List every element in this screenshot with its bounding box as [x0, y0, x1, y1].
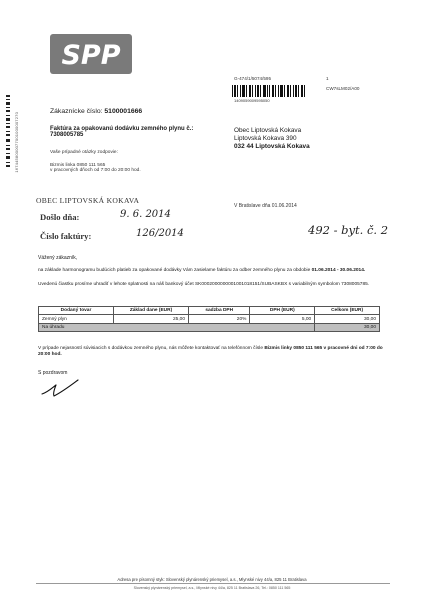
recipient-name: Obec Liptovská Kokava — [234, 127, 302, 134]
customer-number-label: Zákaznícke číslo: — [50, 108, 103, 115]
body-paragraph-2: Uvedenú čiastku prosíme uhradiť v lehote splatnosti na náš bankový účet SK0002000000001001018151/SUBASKBX s variabilným symbolom 7308005785. — [38, 282, 370, 287]
place-date: V Bratislave dňa 01.06.2014 — [234, 203, 297, 209]
barcode — [232, 84, 306, 96]
salutation: Vážený zákazník, — [38, 255, 78, 261]
column-header: DPH (EUR) — [250, 307, 315, 315]
invoice-title — [50, 126, 230, 138]
column-header: Základ dane (EUR) — [114, 307, 189, 315]
contact-block — [50, 163, 141, 173]
footer-divider — [36, 583, 390, 584]
body-paragraph-1 — [38, 268, 388, 274]
footer-address: Adresa pre písomný styk: Slovenský plynárenský priemysel, a.s., Mlynské nivy 44/a, 825 11 Bratislava — [117, 577, 307, 582]
stamp-invoice-number: 126/2014 — [136, 228, 184, 239]
invoice-table — [38, 306, 380, 332]
table-cell: 25,00 — [114, 315, 189, 323]
recipient-address — [234, 127, 310, 152]
stamp-invoice-label: Číslo faktúry: — [40, 231, 92, 241]
reference-line: G-474/1/5074/595 — [234, 76, 272, 81]
footer-company: Slovenský plynárenský priemysel, a.s., Mlynské nivy 44/a, 825 11 Bratislava 26, Tel.: 0850 111 565 — [133, 586, 291, 590]
barcode-number: 1409059009595050 — [234, 98, 270, 103]
billing-period: 01.06.2014 - 30.06.2014. — [311, 268, 366, 273]
table-header-row — [39, 307, 380, 315]
stamp-organization: OBEC LIPTOVSKÁ KOKAVA — [36, 196, 140, 205]
column-header: Dodaný tovar — [39, 307, 114, 315]
contact-hours: v pracovných dňoch od 7:00 do 20:00 hod. — [50, 168, 141, 173]
customer-number — [50, 108, 142, 115]
table-total-row — [39, 323, 380, 331]
table-cell: 20% — [189, 315, 250, 323]
body-text: na základe harmonogramu budúcich platieb za opakované dodávky Vám zasielame faktúru za odber zemného plynu za obdobie — [38, 268, 311, 273]
closing-contact: Bizmis linky 0850 111 565 v pracovné dni od 7:00 do 20:00 hod. — [38, 346, 383, 358]
table-cell: 30,00 — [315, 315, 380, 323]
stamp-received-label: Došlo dňa: — [40, 212, 80, 222]
table-row — [39, 315, 380, 323]
customer-number-value: 5100001666 — [104, 108, 143, 115]
contact-intro: Vaše prípadné otázky zodpovie: — [50, 150, 118, 155]
recipient-street: Liptovská Kokava 390 — [234, 135, 297, 143]
signature — [40, 376, 82, 402]
closing-text: V prípade nejasností súvisiacich s dodávkou zemného plynu, nás môžete kontaktovať na telefónnom čísle — [38, 346, 263, 351]
table-cell: Zemný plyn — [39, 315, 114, 323]
column-header: sadzba DPH — [189, 307, 250, 315]
column-header: Celkom (EUR) — [315, 307, 380, 315]
side-reference-text: 1674458000077001000007270 — [14, 112, 19, 173]
total-label: Na úhradu — [39, 323, 315, 331]
recipient-city: 032 44 Liptovská Kokava — [234, 143, 310, 151]
table-cell: 5,00 — [250, 315, 315, 323]
page-number: 1 — [326, 76, 329, 81]
regards: S pozdravom — [38, 370, 68, 376]
closing-paragraph — [38, 346, 388, 358]
spp-logo — [50, 34, 132, 74]
logo-text: SPP — [61, 40, 121, 71]
total-value: 30,00 — [315, 323, 380, 331]
handwritten-reference: 492 - byt. č. 2 — [308, 223, 389, 237]
document-code: CW7sLM02/A00 — [326, 86, 360, 91]
invoice-title-text: Faktúra za opakovanú dodávku zemného plynu č.: — [50, 126, 194, 132]
stamp-received-date: 9. 6. 2014 — [120, 209, 171, 220]
invoice-number: 7308005785 — [50, 132, 84, 138]
contact-line: Bizmis linka 0850 111 565 — [50, 163, 106, 168]
received-stamp — [36, 196, 186, 248]
